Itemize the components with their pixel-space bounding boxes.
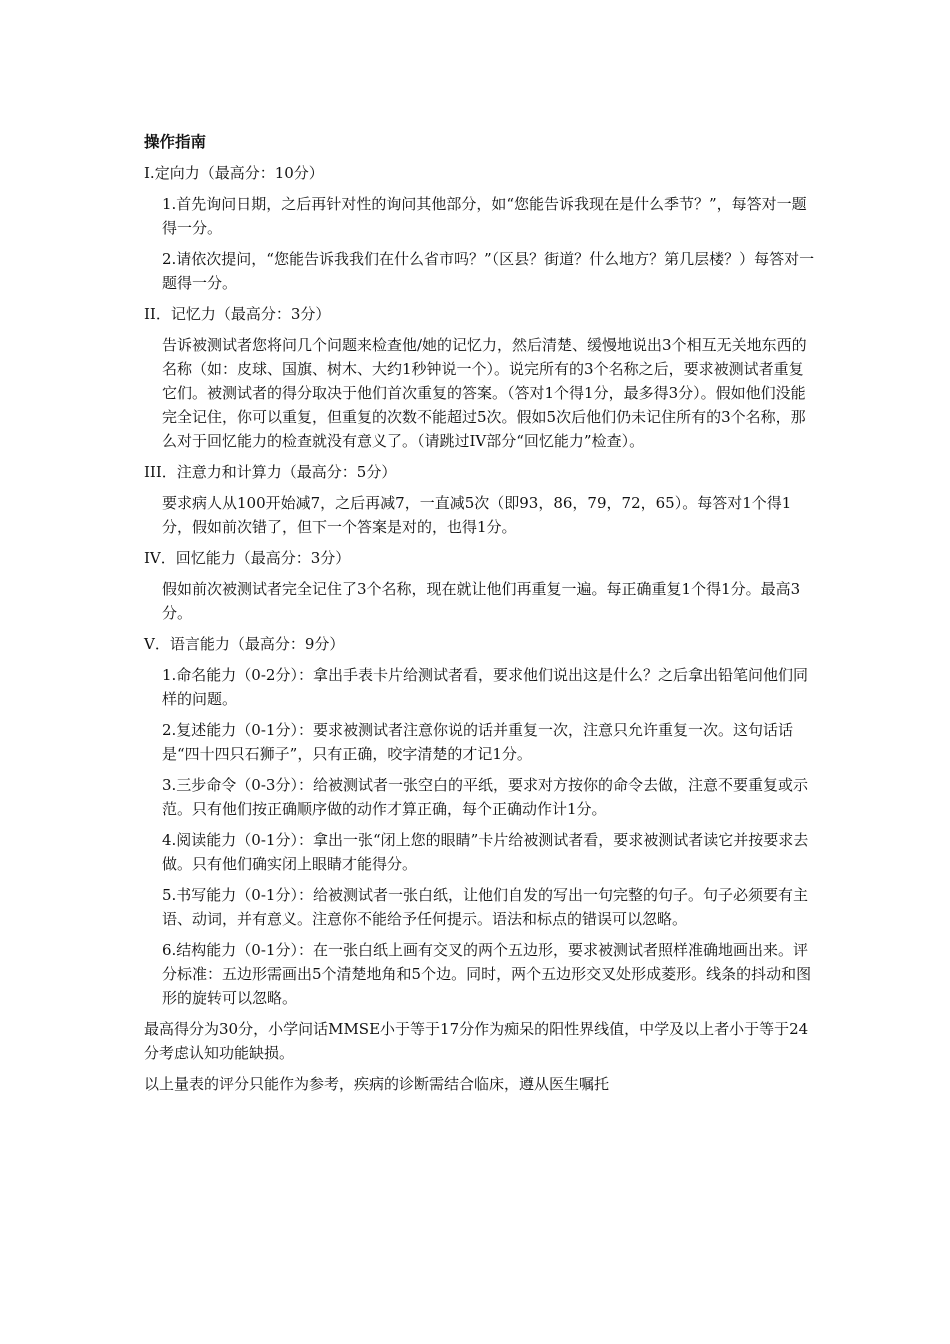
section-heading-language: V．语言能力（最高分：9分） [144,635,345,653]
language-item-reading: 4.阅读能力（0-1分）：拿出一张“闭上您的眼睛”卡片给被测试者看，要求被测试者读它并按要求去做。只有他们确实闭上眼睛才能得分。 [162,831,809,873]
attention-paragraph: 要求病人从100开始减7，之后再减7，一直减5次（即93，86，79，72，65）。每答对1个得1分，假如前次错了，但下一个答案是对的，也得1分。 [162,494,792,536]
section-heading-attention: III．注意力和计算力（最高分：5分） [144,463,397,481]
language-item-construction: 6.结构能力（0-1分）：在一张白纸上画有交叉的两个五边形，要求被测试者照样准确地画出来。评分标准：五边形需画出5个清楚地角和5个边。同时，两个五边形交叉处形成菱形。线条的抖动和图形的旋转可以忽略。 [162,941,812,1007]
section-heading-memory: II．记忆力（最高分：3分） [144,305,331,323]
language-item-repetition: 2.复述能力（0-1分）：要求被测试者注意你说的话并重复一次，注意只允许重复一次。这句话话是“四十四只石狮子”，只有正确，咬字清楚的才记1分。 [162,721,793,763]
section-heading-orientation: I.定向力（最高分：10分） [144,164,324,182]
language-item-writing: 5.书写能力（0-1分）：给被测试者一张白纸，让他们自发的写出一句完整的句子。句子必须要有主语、动词，并有意义。注意你不能给予任何提示。语法和标点的错误可以忽略。 [162,886,808,928]
section-heading-recall: IV．回忆能力（最高分：3分） [144,549,351,567]
scoring-note: 最高得分为30分，小学问话MMSE小于等于17分作为痴呆的阳性界线值，中学及以上者小于等于24分考虑认知功能缺损。 [144,1020,809,1062]
language-item-three-step-command: 3.三步命令（0-3分）：给被测试者一张空白的平纸，要求对方按你的命令去做，注意不要重复或示范。只有他们按正确顺序做的动作才算正确，每个正确动作计1分。 [162,776,808,818]
recall-paragraph: 假如前次被测试者完全记住了3个名称，现在就让他们再重复一遍。每正确重复1个得1分。最高3分。 [162,580,801,622]
memory-paragraph: 告诉被测试者您将问几个问题来检查他/她的记忆力，然后清楚、缓慢地说出3个相互无关地东西的名称（如：皮球、国旗、树木、大约1秒钟说一个）。说完所有的3个名称之后，要求被测试者重复它们。被测试者的得分取决于他们首次重复的答案。（答对1个得1分，最多得3分）。假如他们没能完全记住，你可以重复，但重复的次数不能超过5次。假如5次后他们仍未记住所有的3个名称，那么对于回忆能力的检查就没有意义了。（请跳过IV部分“回忆能力”检查）。 [162,336,807,450]
language-item-naming: 1.命名能力（0-2分）：拿出手表卡片给测试者看，要求他们说出这是什么？之后拿出铅笔问他们同样的问题。 [162,666,808,708]
document-content [144,130,816,1103]
document-title: 操作指南 [144,132,207,151]
orientation-item-1: 1.首先询问日期，之后再针对性的询问其他部分，如“您能告诉我现在是什么季节？”，每答对一题得一分。 [162,195,807,237]
orientation-item-2: 2.请依次提问，“您能告诉我我们在什么省市吗？”（区县？街道？什么地方？第几层楼？）每答对一题得一分。 [162,250,815,292]
disclaimer-note: 以上量表的评分只能作为参考，疾病的诊断需结合临床，遵从医生嘱托 [144,1075,610,1093]
